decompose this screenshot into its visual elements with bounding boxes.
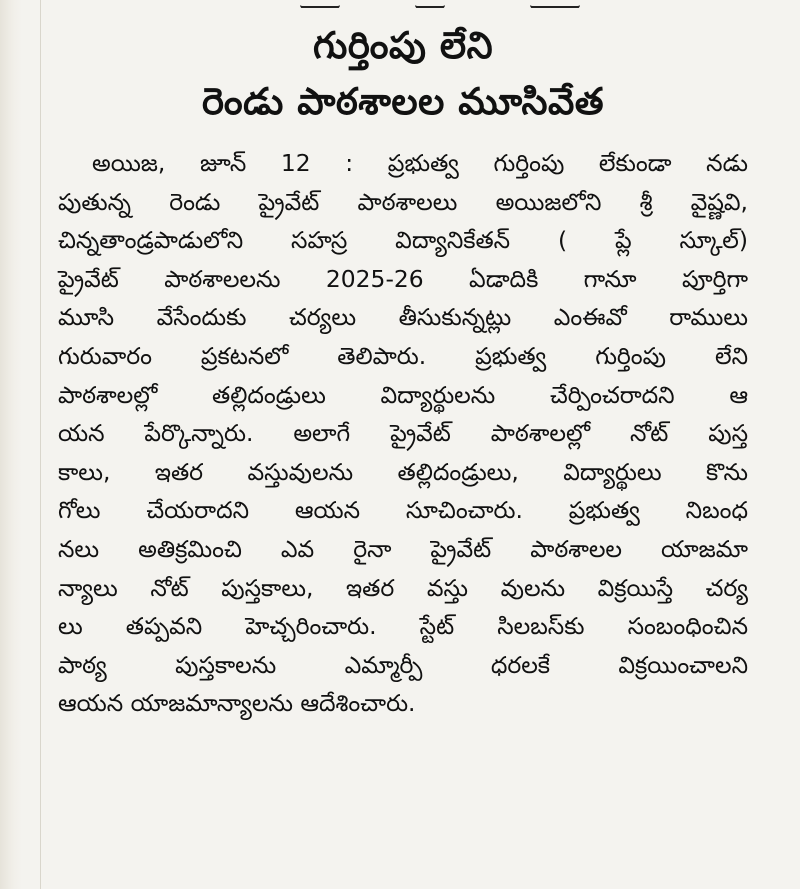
body-line: చిన్నతాండ్రపాడులోని సహస్ర విద్యానికేతన్ ( ప్లే స్కూల్)	[58, 226, 748, 255]
body-line: లు తప్పవని హెచ్చరించారు. స్టేట్ సిలబస్‌కు సంబంధించిన	[58, 612, 748, 641]
column-divider	[40, 0, 41, 889]
body-line: పాఠ్య పుస్తకాలను ఎమ్మార్పీ ధరలకే విక్రయించాలని	[58, 650, 748, 679]
body-line: ప్రైవేట్ పాఠశాలలను 2025-26 ఏడాదికి గానూ పూర్తిగా	[58, 264, 748, 293]
body-line: పాఠశాలల్లో తల్లిదండ్రులు విద్యార్థులను చేర్పించరాదని ఆ	[58, 380, 748, 409]
body-line: గురువారం ప్రకటనలో తెలిపారు. ప్రభుత్వ గుర్తింపు లేని	[58, 341, 748, 370]
news-article	[58, 10, 748, 723]
headline-line-2: రెండు పాఠశాలల మూసివేత	[201, 80, 605, 123]
body-line: గోలు చేయరాదని ఆయన సూచించారు. ప్రభుత్వ నిబంధ	[58, 496, 748, 525]
article-body	[58, 144, 748, 723]
body-line-final: ఆయన యాజమాన్యాలను ఆదేశించారు.	[58, 689, 416, 718]
headline-line-1: గుర్తింపు లేని	[312, 24, 494, 67]
page-fold-shadow	[0, 0, 22, 889]
cut-off-previous-line	[240, 0, 660, 8]
body-line: అయిజ, జూన్ 12 : ప్రభుత్వ గుర్తింపు లేకుండా నడు	[92, 149, 748, 177]
body-line: నలు అతిక్రమించి ఎవ రైనా ప్రైవేట్ పాఠశాలల యాజమా	[58, 534, 748, 563]
body-line: న్యాలు నోట్ పుస్తకాలు, ఇతర వస్తు వులను విక్రయిస్తే చర్య	[58, 573, 748, 602]
body-line: కాలు, ఇతర వస్తువులను తల్లిదండ్రులు, విద్యార్థులు కొను	[58, 457, 748, 486]
body-line: పుతున్న రెండు ప్రైవేట్ పాఠశాలలు అయిజలోని శ్రీ వైష్ణవి,	[58, 187, 748, 216]
body-line: మూసి వేసేందుకు చర్యలు తీసుకున్నట్లు ఎంఈవో రాములు	[58, 303, 748, 332]
body-line: యన పేర్కొన్నారు. అలాగే ప్రైవేట్ పాఠశాలల్లో నోట్ పుస్త	[58, 419, 748, 448]
